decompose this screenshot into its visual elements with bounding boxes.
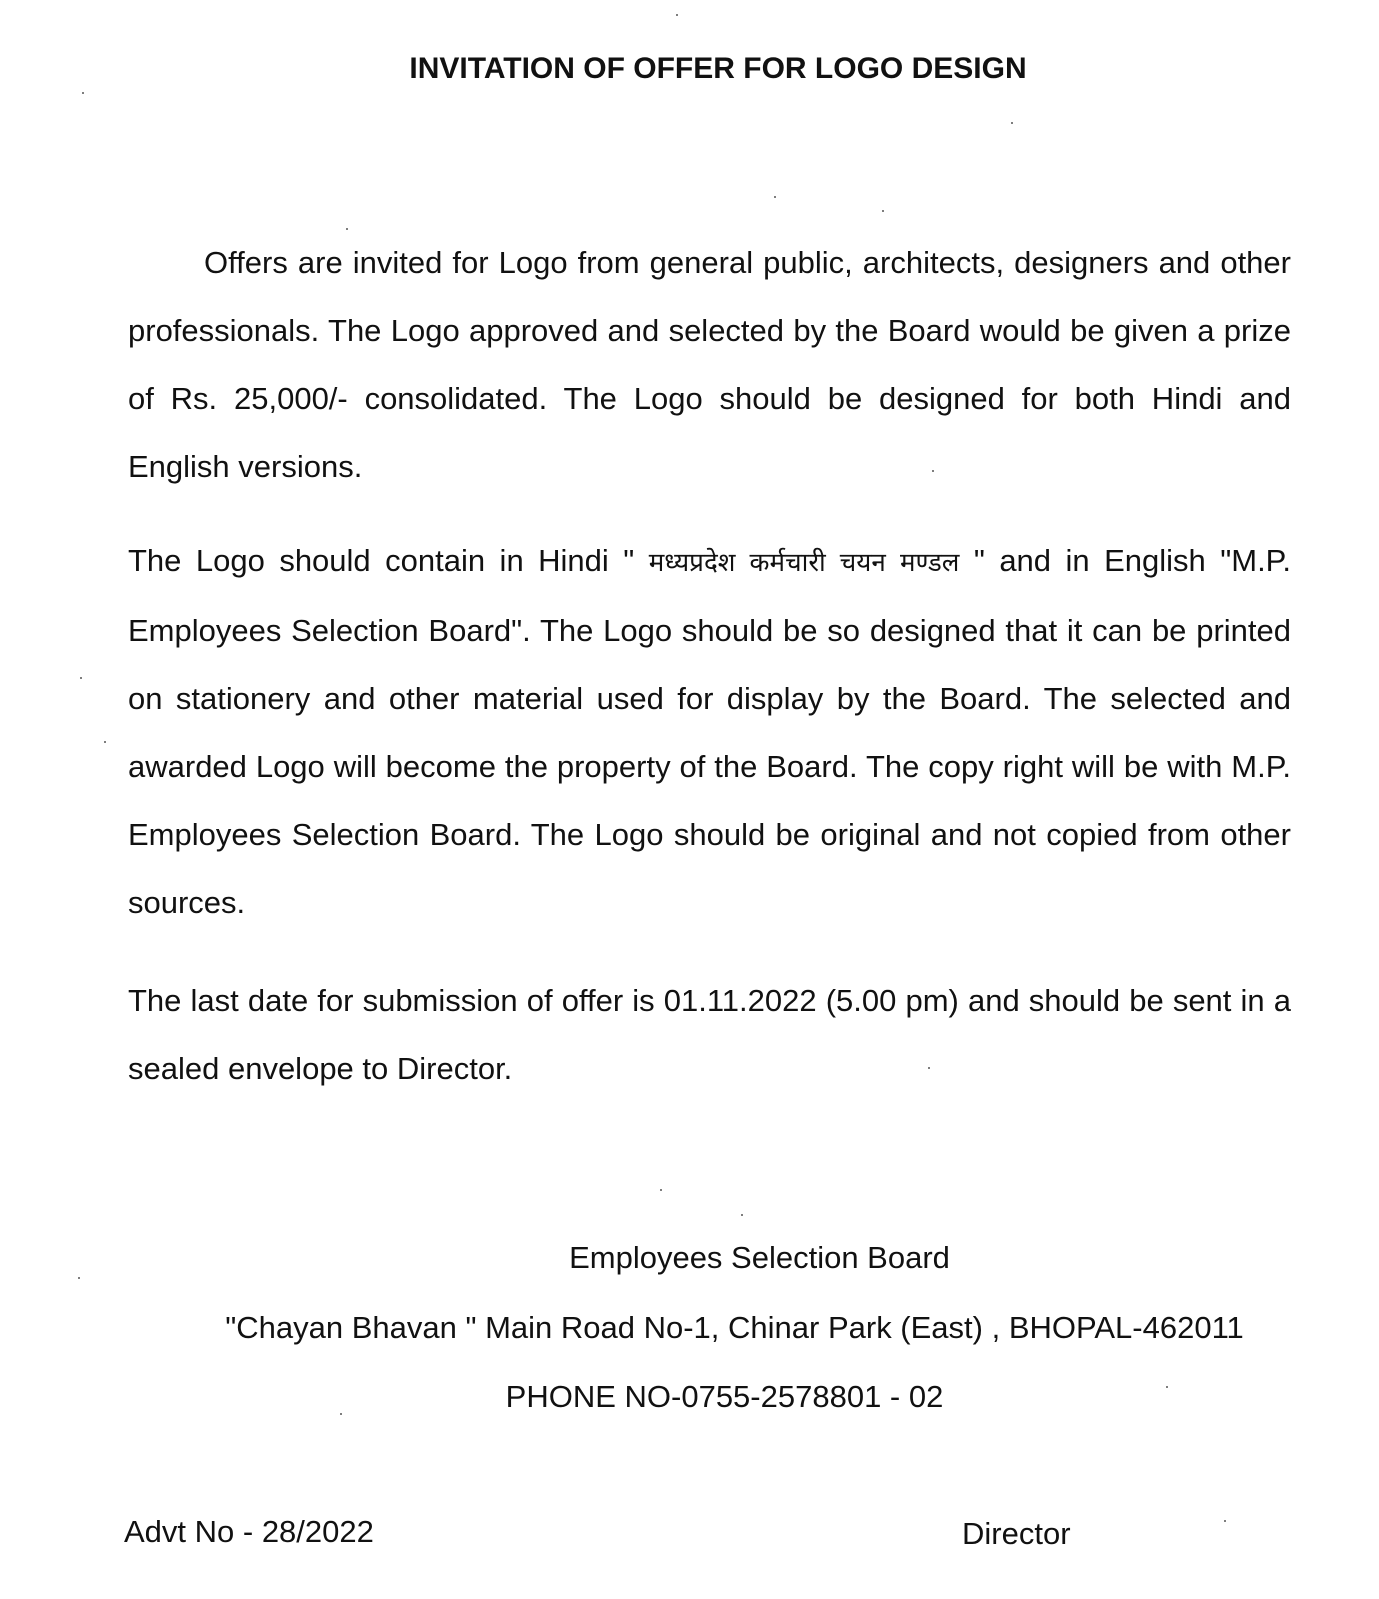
address-line: "Chayan Bhavan " Main Road No-1, Chinar Park (East) , BHOPAL-462011 (225, 1310, 1244, 1345)
scan-speck (1011, 122, 1013, 124)
scan-speck (104, 741, 106, 743)
hindi-board-name: मध्यप्रदेश कर्मचारी चयन मण्डल (648, 548, 960, 578)
scan-speck (882, 210, 884, 212)
scan-speck (346, 228, 348, 230)
scan-speck (741, 1214, 743, 1216)
paragraph-logo-requirements (128, 527, 1291, 937)
scan-speck (1166, 1386, 1168, 1388)
signatory-director: Director (962, 1516, 1071, 1551)
document-title: INVITATION OF OFFER FOR LOGO DESIGN (409, 52, 1027, 85)
scan-speck (1224, 1520, 1226, 1522)
scan-speck (932, 470, 934, 472)
scan-speck (676, 14, 678, 16)
scan-speck (78, 1277, 80, 1279)
address-phone: PHONE NO-0755-2578801 - 02 (505, 1379, 944, 1414)
address-organization: Employees Selection Board (569, 1240, 950, 1275)
scan-speck (340, 1413, 342, 1415)
paragraph-text-before-hindi: The Logo should contain in Hindi " (128, 543, 635, 578)
advertisement-number: Advt No - 28/2022 (124, 1514, 374, 1549)
paragraph-text-after-hindi: " and in English "M.P. Employees Selection Board". The Logo should be so designed that it can be printed on stationery and other material used for display by the Board. The selected and awarded Logo will become the property of the Board. The copy right will be with M.P. Employees Selection Board. The Logo should be original and not copied from other sources. (128, 543, 1291, 920)
scan-speck (774, 196, 776, 198)
paragraph-last-date: The last date for submission of offer is 01.11.2022 (5.00 pm) and should be sent in a sealed envelope to Director. (128, 983, 1291, 1086)
paragraph-offer-invitation: Offers are invited for Logo from general public, architects, designers and other professionals. The Logo approved and selected by the Board would be given a prize of Rs. 25,000/- consolidated. The Logo should be designed for both Hindi and English versions. (128, 245, 1291, 484)
scan-speck (82, 92, 84, 94)
scan-speck (928, 1067, 930, 1069)
scan-speck (80, 677, 82, 679)
scan-speck (660, 1189, 662, 1191)
